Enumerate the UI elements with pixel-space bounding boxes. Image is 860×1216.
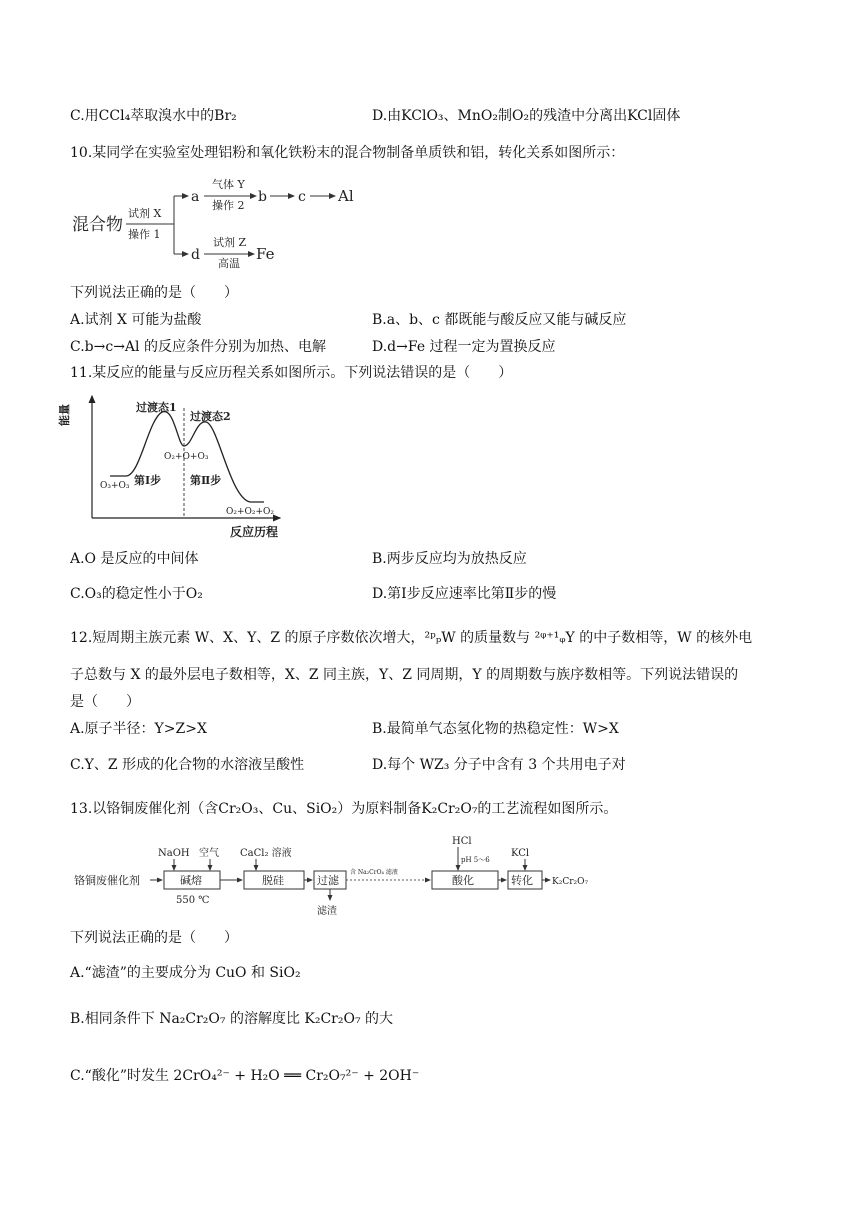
q13-raw-label: 铬铜废催化剂 [74, 874, 140, 887]
q11-x-axis-label: 反应历程 [230, 525, 279, 539]
q13-question: 下列说法正确的是（ ） [70, 930, 238, 946]
q11-stem: 11.某反应的能量与反应历程关系如图所示。下列说法错误的是（ ） [70, 365, 513, 381]
q10-node-b: b [258, 189, 267, 205]
q9-option-c: C.用CCl₄萃取溴水中的Br₂ [70, 108, 237, 124]
q10-product-fe: Fe [256, 245, 275, 263]
q13-naoh-label: NaOH [158, 848, 190, 859]
q10-gas-y-label: 气体 Y [212, 178, 245, 191]
q10-question: 下列说法正确的是（ ） [70, 285, 238, 301]
q10-reagent-z-label: 试剂 Z [213, 236, 247, 249]
q13-acidify-label: 酸化 [452, 874, 474, 887]
q12-stem-line3: 是（ ） [70, 694, 140, 710]
q13-residue-label: 滤渣 [317, 906, 337, 917]
q11-start-label: O₃+O₃ [100, 481, 130, 491]
q10-node-a: a [191, 189, 200, 205]
q13-alkali-melt-label: 碱熔 [180, 874, 202, 887]
q9-option-d: D.由KClO₃、MnO₂制O₂的残渣中分离出KCl固体 [372, 108, 681, 124]
q13-process-flow [70, 832, 610, 922]
q12-option-b: B.最简单气态氢化物的热稳定性：W>X [372, 721, 619, 737]
q11-option-a: A.O 是反应的中间体 [70, 551, 199, 567]
q13-cacl2-label: CaCl₂ 溶液 [240, 848, 292, 859]
q13-ph-label: pH 5～6 [461, 856, 490, 864]
q11-option-c: C.O₃的稳定性小于O₂ [70, 586, 203, 602]
q11-y-axis-label: 能量 [58, 404, 71, 426]
q10-high-temp-label: 高温 [218, 257, 240, 270]
q10-node-c: c [298, 189, 306, 205]
q13-air-label: 空气 [199, 848, 219, 859]
q13-temp-label: 550 ℃ [176, 895, 210, 906]
q12-option-d: D.每个 WZ₃ 分子中含有 3 个共用电子对 [372, 757, 626, 773]
q11-end-label: O₂+O₂+O₂ [226, 507, 275, 517]
q11-step1-label: 第Ⅰ步 [134, 474, 162, 487]
q11-option-b: B.两步反应均为放热反应 [372, 551, 527, 567]
q11-step2-label: 第Ⅱ步 [190, 474, 222, 487]
q10-op1-label: 操作 1 [128, 228, 161, 241]
q10-option-c: C.b→c→Al 的反应条件分别为加热、电解 [70, 339, 326, 355]
q10-op2-label: 操作 2 [212, 199, 245, 212]
q11-intermediate-label: O₂+O+O₃ [164, 452, 209, 462]
q10-product-al: Al [338, 187, 354, 205]
q12-option-a: A.原子半径：Y>Z>X [70, 721, 207, 737]
q13-option-c: C.“酸化”时发生 2CrO₄²⁻ + H₂O ══ Cr₂O₇²⁻ + 2OH⁻ [70, 1068, 420, 1084]
q10-reagent-x-label: 试剂 X [128, 207, 162, 220]
q12-stem-line1: 12.短周期主族元素 W、X、Y、Z 的原子序数依次增大，²ᵖₚW 的质量数与 ²ᵠ⁺¹ᵩY 的中子数相等，W 的核外电 [70, 630, 753, 646]
q12-option-c: C.Y、Z 形成的化合物的水溶液呈酸性 [70, 757, 305, 773]
q13-option-a: A.“滤渣”的主要成分为 CuO 和 SiO₂ [70, 965, 301, 981]
q11-ts2-label: 过渡态2 [190, 410, 231, 423]
q10-option-a: A.试剂 X 可能为盐酸 [70, 312, 202, 328]
q10-stem: 10.某同学在实验室处理铝粉和氧化铁粉末的混合物制备单质铁和铝，转化关系如图所示： [70, 145, 625, 161]
q10-option-d: D.d→Fe 过程一定为置换反应 [372, 339, 556, 355]
q13-kcl-label: KCl [511, 848, 530, 859]
q13-option-b: B.相同条件下 Na₂Cr₂O₇ 的溶解度比 K₂Cr₂O₇ 的大 [70, 1011, 394, 1027]
q13-hcl-label: HCl [452, 836, 472, 847]
q10-node-d: d [191, 247, 200, 263]
q13-desilicate-label: 脱硅 [262, 874, 284, 887]
q11-energy-diagram [58, 390, 290, 542]
q11-option-d: D.第Ⅰ步反应速率比第Ⅱ步的慢 [372, 586, 557, 602]
q11-ts1-label: 过渡态1 [136, 401, 177, 414]
q12-stem-line2: 子总数与 X 的最外层电子数相等，X、Z 同主族，Y、Z 同周期，Y 的周期数与族序数相等。下列说法错误的 [70, 667, 739, 683]
q13-filter-label: 过滤 [317, 874, 339, 887]
q13-product-label: K₂Cr₂O₇ [552, 877, 589, 887]
q13-filtrate-label: 含 Na₂CrO₄ 滤液 [350, 869, 398, 876]
q13-convert-label: 转化 [511, 874, 533, 887]
q10-flow-diagram [70, 172, 370, 272]
q13-stem: 13.以铬铜废催化剂（含Cr₂O₃、Cu、SiO₂）为原料制备K₂Cr₂O₇的工艺流程如图所示。 [70, 801, 618, 817]
q10-option-b: B.a、b、c 都既能与酸反应又能与碱反应 [372, 312, 627, 328]
q10-start-label: 混合物 [72, 215, 123, 235]
